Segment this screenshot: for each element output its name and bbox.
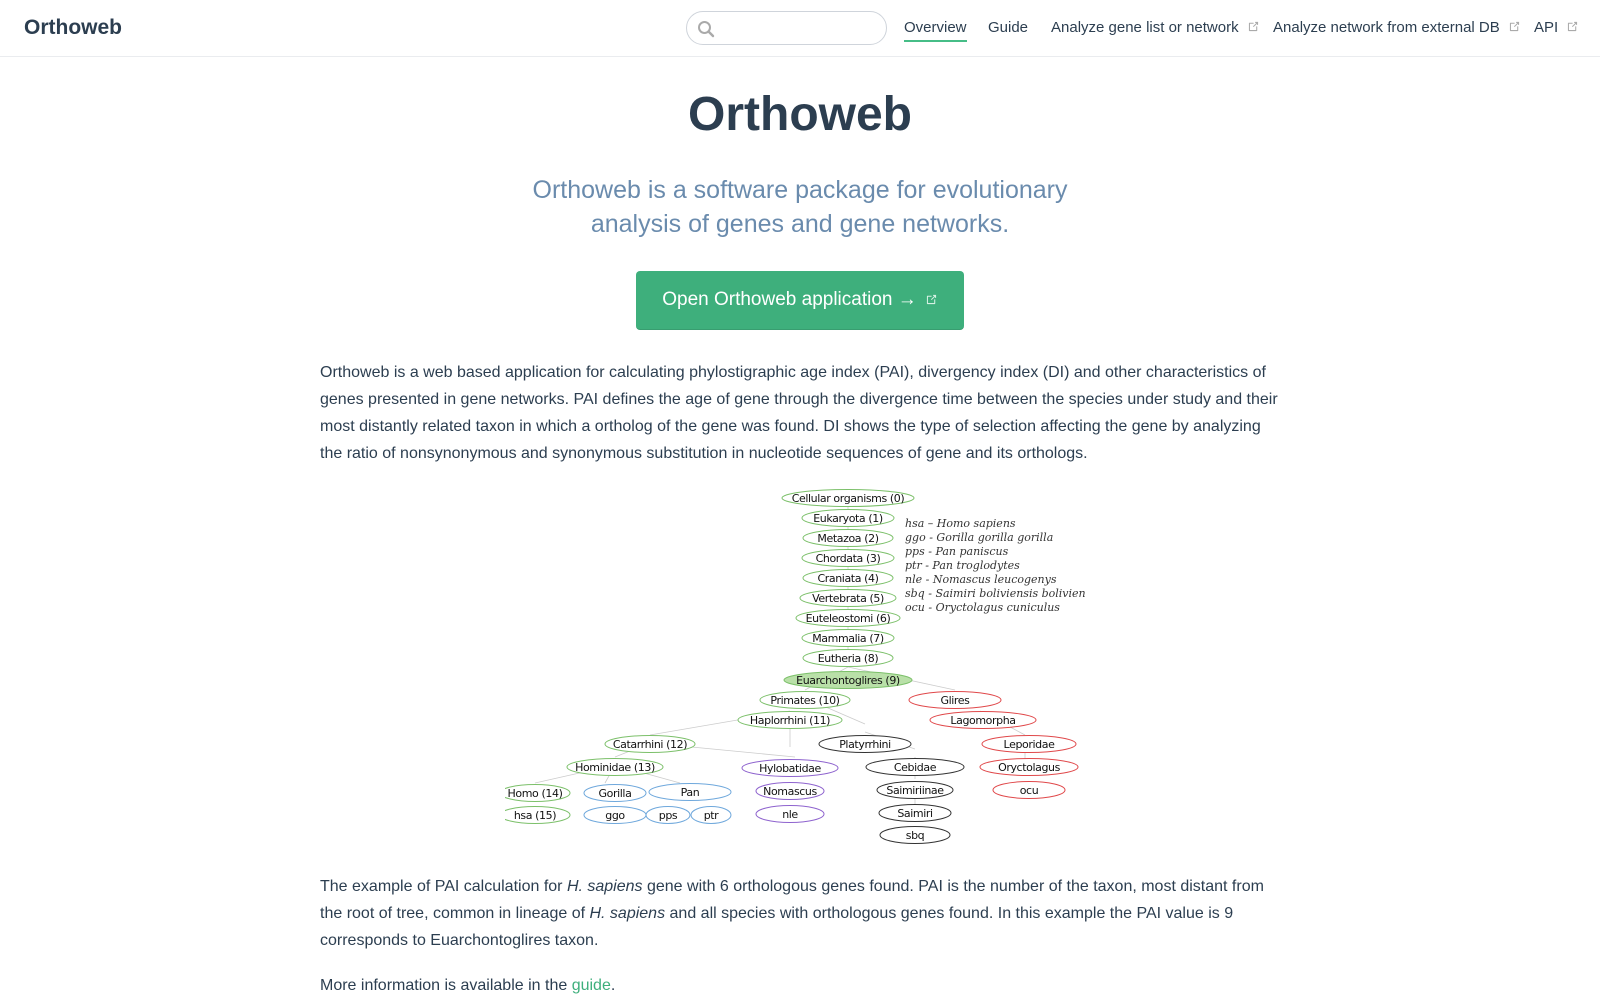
tree-node-label: Platyrrhini xyxy=(839,738,891,751)
tree-node-mammalia-7 xyxy=(802,630,894,647)
tree-node-label: Haplorrhini (11) xyxy=(749,714,831,727)
tree-legend-entry: ggo - Gorilla gorilla gorilla xyxy=(905,531,1054,544)
tree-node-cebidae xyxy=(866,759,964,776)
tree-node-label: Metazoa (2) xyxy=(817,532,879,545)
nav-link-overview[interactable] xyxy=(904,19,967,42)
tree-node-label: Pan xyxy=(680,786,700,799)
tree-node-label: Mammalia (7) xyxy=(812,632,884,645)
tree-node-gorilla xyxy=(584,785,646,802)
tree-node-label: Cellular organisms (0) xyxy=(791,492,905,505)
tree-node-glires xyxy=(909,692,1001,709)
tree-node-oryctolagus xyxy=(980,759,1078,776)
more-info-suffix: . xyxy=(610,977,616,994)
tree-node-ptr xyxy=(691,807,731,824)
nav-link-label: Guide xyxy=(988,19,1029,36)
example-paragraph xyxy=(320,873,1280,954)
nav-link-api[interactable] xyxy=(1534,19,1579,37)
example-text-part: gene with 6 orthologous genes found. PAI is the number of the taxon, most distant from the root of tree, common in lineage of xyxy=(320,878,1264,922)
tree-legend-entry: nle - Nomascus leucogenys xyxy=(905,573,1057,586)
tree-node-label: Euarchontoglires (9) xyxy=(796,674,900,687)
tree-legend-entry: ptr - Pan troglodytes xyxy=(905,559,1020,572)
tree-node-label: Gorilla xyxy=(598,787,632,800)
nav-link-label: API xyxy=(1534,19,1559,36)
tree-node-label: Cebidae xyxy=(893,761,937,774)
tree-node-label: Homo (14) xyxy=(507,787,563,800)
search-input[interactable] xyxy=(721,18,880,40)
tree-node-chordata-3 xyxy=(802,550,894,567)
tree-node-eukaryota-1 xyxy=(802,510,894,527)
tree-node-metazoa-2 xyxy=(803,530,893,547)
species-name: H. sapiens xyxy=(566,878,643,895)
tree-node-eutheria-8 xyxy=(803,650,893,667)
tree-node-catarrhini-12 xyxy=(605,736,695,753)
tree-node-label: Glires xyxy=(940,694,970,707)
nav-link-guide[interactable] xyxy=(988,19,1028,37)
tree-node-vertebrata-5 xyxy=(800,590,896,607)
tree-node-label: Craniata (4) xyxy=(817,572,879,585)
site-name-link[interactable]: Orthoweb xyxy=(24,16,122,39)
tree-node-label: Hominidae (13) xyxy=(575,761,655,774)
nav-link-label: Analyze network from external DB xyxy=(1273,19,1500,36)
tree-node-label: Saimiri xyxy=(897,807,933,820)
intro-paragraph xyxy=(320,359,1280,467)
search-icon xyxy=(697,20,715,38)
tree-node-label: Lagomorpha xyxy=(950,714,1016,727)
tree-node-label: ptr xyxy=(703,809,719,822)
tree-node-label: Saimiriinae xyxy=(886,784,944,797)
external-link-icon xyxy=(1566,20,1579,33)
open-application-button[interactable] xyxy=(636,271,964,330)
more-info-text xyxy=(320,972,1280,999)
tree-node-label: Eutheria (8) xyxy=(817,652,879,665)
navbar xyxy=(0,0,1600,57)
tree-node-label: hsa (15) xyxy=(513,809,557,822)
tree-node-lagomorpha xyxy=(930,712,1036,729)
tree-legend-entry: sbq - Saimiri boliviensis boliviensis xyxy=(905,587,1085,600)
external-link-icon xyxy=(1508,20,1521,33)
more-info-prefix: More information is available in the xyxy=(320,977,572,994)
tree-node-label: ocu xyxy=(1019,784,1039,797)
hero-title: Orthoweb xyxy=(688,88,912,141)
nav-link-label: Analyze gene list or network xyxy=(1051,19,1239,36)
tree-node-ggo xyxy=(584,807,646,824)
nav-link-label: Overview xyxy=(904,19,967,36)
nav-link-analyze-gene-list[interactable] xyxy=(1051,19,1260,37)
tree-node-label: Euteleostomi (6) xyxy=(805,612,891,625)
tree-node-primates-10 xyxy=(760,692,850,709)
tree-node-sbq xyxy=(880,827,950,844)
nav-link-analyze-external-db[interactable] xyxy=(1273,19,1521,37)
tree-node-label: ggo xyxy=(605,809,625,822)
tree-node-label: Hylobatidae xyxy=(759,762,821,775)
tree-node-craniata-4 xyxy=(803,570,893,587)
external-link-icon xyxy=(1247,20,1260,33)
example-text-part: and all species with orthologous genes found. In this example the PAI value is 9 corresponds to Euarchontoglires taxon. xyxy=(320,905,1234,949)
tree-legend-entry: pps - Pan paniscus xyxy=(905,545,1009,558)
tree-node-euteleostomi-6 xyxy=(796,610,900,627)
tree-node-hsa-15 xyxy=(505,807,570,824)
tree-legend-entry: ocu - Oryctolagus cuniculus xyxy=(905,601,1060,614)
tree-node-label: Primates (10) xyxy=(770,694,840,707)
tree-node-label: Leporidae xyxy=(1003,738,1055,751)
tree-node-saimiriinae xyxy=(877,782,953,799)
tree-node-hominidae-13 xyxy=(567,759,663,776)
pai-tree-diagram xyxy=(505,487,1085,847)
hero-description: Orthoweb is a software package for evolutionary analysis of genes and gene networks. xyxy=(532,176,1068,238)
guide-link[interactable]: guide xyxy=(571,977,611,994)
example-text-part: The example of PAI calculation for xyxy=(320,878,567,895)
tree-node-label: Oryctolagus xyxy=(998,761,1060,774)
tree-node-pps xyxy=(646,807,690,824)
tree-node-ocu xyxy=(993,782,1065,799)
tree-node-label: nle xyxy=(782,808,798,821)
action-button-label: Open Orthoweb application → xyxy=(662,289,917,310)
tree-node-hylobatidae xyxy=(742,760,838,777)
tree-node-label: Catarrhini (12) xyxy=(612,738,688,751)
tree-node-haplorrhini-11 xyxy=(738,712,842,729)
tree-node-label: Eukaryota (1) xyxy=(813,512,883,525)
tree-node-label: sbq xyxy=(905,829,925,842)
tree-node-label: Vertebrata (5) xyxy=(812,592,884,605)
tree-node-saimiri xyxy=(879,805,951,822)
intro-text: Orthoweb is a web based application for calculating phylostigraphic age index (PAI), divergency index (DI) and other characteristics of genes presented in gene networks. PAI defines the age of gene through the divergence time between the species under study and their most distantly related taxon in which a ortholog of the gene was found. DI shows the type of selection affecting the gene by analyzing the ratio of nonsynonymous and synonymous substitution in nucleotide sequences of gene and its orthologs. xyxy=(320,364,1278,462)
tree-node-euarchontoglires-9 xyxy=(784,672,912,689)
example-text xyxy=(320,873,1280,954)
tree-node-label: pps xyxy=(658,809,678,822)
tree-node-label: Nomascus xyxy=(763,785,817,798)
tree-node-label: Chordata (3) xyxy=(815,552,881,565)
tree-node-cellular-organisms-0 xyxy=(782,490,914,507)
more-info-paragraph xyxy=(320,972,1280,999)
tree-legend-entry: hsa – Homo sapiens xyxy=(905,517,1016,530)
tree-node-leporidae xyxy=(982,736,1076,753)
tree-node-pan xyxy=(649,784,731,801)
search-box[interactable] xyxy=(686,11,887,45)
tree-node-nomascus xyxy=(756,783,824,800)
tree-node-homo-14 xyxy=(505,785,570,802)
tree-node-nle xyxy=(756,806,824,823)
external-link-icon xyxy=(925,293,938,306)
tree-node-platyrrhini xyxy=(819,736,911,753)
species-name: H. sapiens xyxy=(589,905,666,922)
pai-tree-figure xyxy=(505,487,1085,847)
